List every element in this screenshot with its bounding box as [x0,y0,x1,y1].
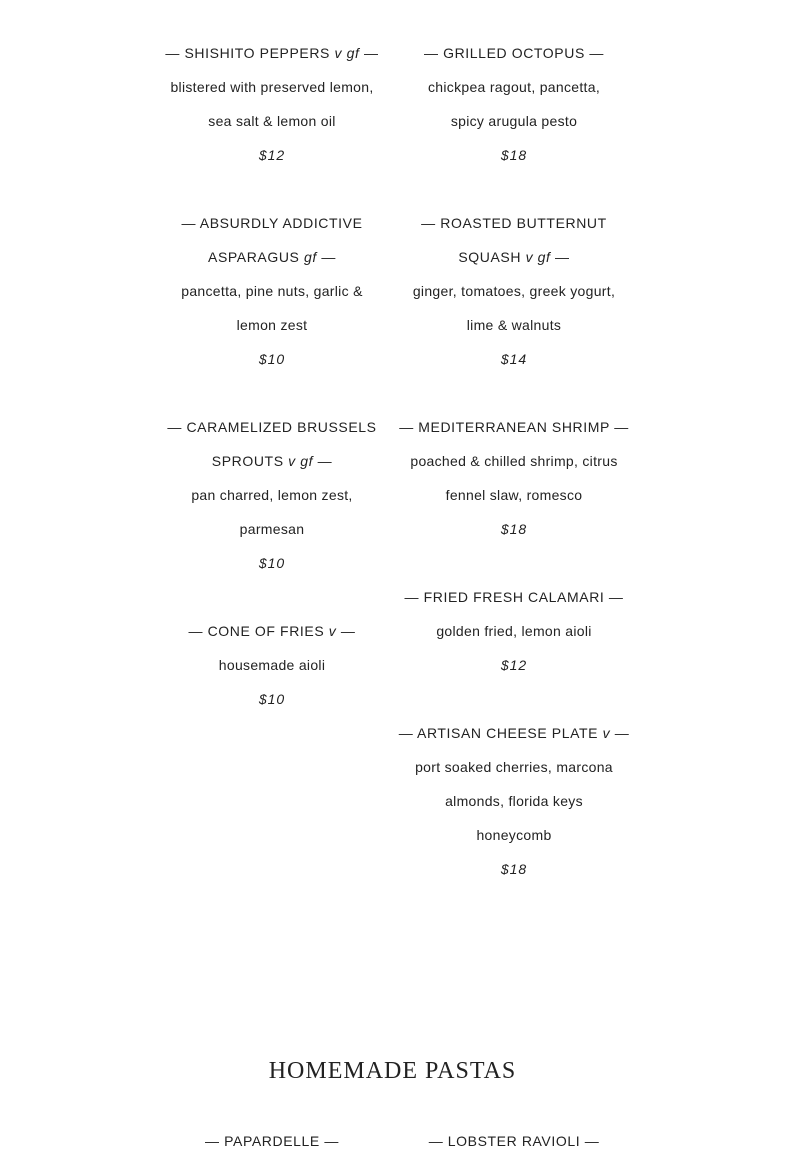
item-price: $12 [258,147,286,163]
menu-item-mediterranean-shrimp [389,410,639,546]
item-name-cont: SQUASH v gf — [458,249,570,265]
item-price: $10 [258,691,286,707]
item-description: chickpea ragout, pancetta, [427,79,601,95]
item-price: $12 [500,657,528,673]
item-description: pan charred, lemon zest, [191,487,353,503]
item-name: — SHISHITO PEPPERS v gf — [165,45,379,61]
menu-item-asparagus [147,206,397,376]
item-description: poached & chilled shrimp, citrus [410,453,618,469]
menu-item-artisan-cheese-plate [389,716,639,886]
menu-item-papardelle [147,1124,397,1158]
item-name: — CARAMELIZED BRUSSELS [167,419,377,435]
dietary-tag: v gf [288,453,314,469]
item-description: port soaked cherries, marcona [415,759,613,775]
section-title-homemade-pastas: HOMEMADE PASTAS [268,1058,517,1084]
item-name: — FRIED FRESH CALAMARI — [404,589,624,605]
dietary-tag: v gf [525,249,551,265]
item-description: lemon zest [236,317,308,333]
menu-item-grilled-octopus [389,36,639,172]
menu-item-cone-of-fries [147,614,397,716]
menu-item-fried-calamari [389,580,639,682]
item-description: lime & walnuts [466,317,562,333]
item-description: pancetta, pine nuts, garlic & [181,283,363,299]
item-name: — GRILLED OCTOPUS — [424,45,604,61]
item-name: — ROASTED BUTTERNUT [421,215,607,231]
menu-item-brussels-sprouts [147,410,397,580]
dietary-tag: gf [304,249,317,265]
item-name-cont: SPROUTS v gf — [211,453,333,469]
item-description: sea salt & lemon oil [208,113,336,129]
dietary-tag: v [602,725,611,741]
dietary-tag: v gf [334,45,360,61]
item-price: $18 [500,861,528,877]
item-description: almonds, florida keys [445,793,583,809]
item-name: — ABSURDLY ADDICTIVE [181,215,363,231]
menu-column-left [147,36,397,750]
menu-column-right [389,36,639,920]
item-name: — LOBSTER RAVIOLI — [428,1133,600,1149]
menu-item-lobster-ravioli [389,1124,639,1158]
item-name-cont: ASPARAGUS gf — [208,249,336,265]
item-price: $18 [500,147,528,163]
item-description: honeycomb [476,827,552,843]
item-description: fennel slaw, romesco [445,487,583,503]
item-name: — ARTISAN CHEESE PLATE v — [398,725,630,741]
menu-item-butternut-squash [389,206,639,376]
item-price: $10 [258,351,286,367]
item-price: $14 [500,351,528,367]
menu-item-shishito-peppers [147,36,397,172]
item-name: — PAPARDELLE — [205,1133,339,1149]
item-price: $10 [258,555,286,571]
item-description: blistered with preserved lemon, [170,79,374,95]
item-description: golden fried, lemon aioli [436,623,592,639]
item-description: parmesan [239,521,305,537]
item-description: spicy arugula pesto [450,113,578,129]
item-price: $18 [500,521,528,537]
item-name: — CONE OF FRIES v — [188,623,356,639]
dietary-tag: v [328,623,337,639]
item-description: housemade aioli [218,657,326,673]
item-description: ginger, tomatoes, greek yogurt, [412,283,616,299]
item-name: — MEDITERRANEAN SHRIMP — [399,419,629,435]
